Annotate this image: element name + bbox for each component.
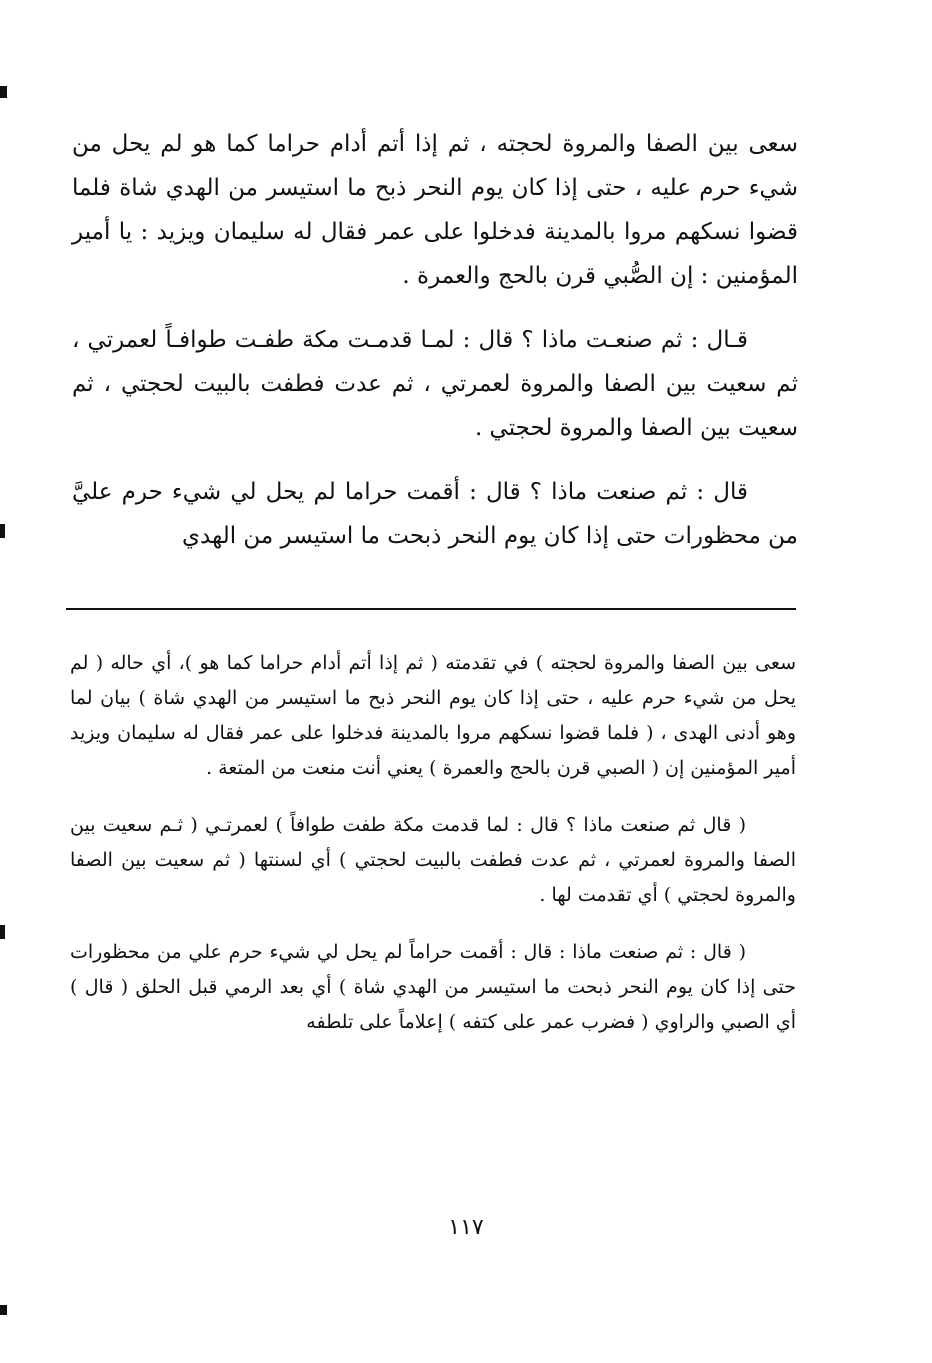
scan-edge-mark xyxy=(0,1305,7,1315)
page-number: ١١٧ xyxy=(448,1215,484,1240)
commentary-paragraph: ( قال : ثم صنعت ماذا : قال : أقمت حراماً لم يحل لي شيء حرم علي من محظورات حتى إذا كان يوم النحر ذبحت ما استيسر من الهدي شاة ) أي بعد الرمي قبل الحلق ( قال ) أي الصبي والراوي ( فضرب عمر على كتفه ) إعلاماً على تلطفه xyxy=(70,941,796,1033)
main-paragraph: قـال : ثم صنعـت ماذا ؟ قال : لمـا قدمـت مكة طفـت طوافـاً لعمرتي ، ثم سعيت بين الصفا والمروة لعمرتي ، ثم عدت فطفت بالبيت لحجتي ، ثم سعيت بين الصفا والمروة لحجتي . xyxy=(72,327,798,441)
main-text xyxy=(72,122,798,558)
commentary-paragraph: سعى بين الصفا والمروة لحجته ) في تقدمته ( ثم إذا أتم أدام حراما كما هو )، أي حاله ( لم يحل من شيء حرم عليه ، حتى إذا كان يوم النحر ذبح ما استيسر من الهدي شاة ) بيان لما وهو أدنى الهدى ، ( فلما قضوا نسكهم مروا بالمدينة فدخلوا على عمر فقال له سليمان ويزيد أمير المؤمنين إن ( الصبي قرن بالحج والعمرة ) يعني أنت منعت من المتعة . xyxy=(70,652,796,779)
main-paragraph: سعى بين الصفا والمروة لحجته ، ثم إذا أتم أدام حراما كما هو لم يحل من شيء حرم عليه ، حتى إذا كان يوم النحر ذبح ما استيسر من الهدي شاة فلما قضوا نسكهم مروا بالمدينة فدخلوا على عمر فقال له سليمان ويزيد : يا أمير المؤمنين : إن الصُّبي قرن بالحج والعمرة . xyxy=(72,131,798,289)
footnote-divider xyxy=(66,608,796,610)
commentary-text xyxy=(70,646,796,1040)
commentary-paragraph: ( قال ثم صنعت ماذا ؟ قال : لما قدمت مكة طفت طوافاً ) لعمرتـي ( ثـم سعيت بين الصفا والمروة لعمرتي ، ثم عدت فطفت بالبيت لحجتي ) أي لسنتها ( ثم سعيت بين الصفا والمروة لحجتي ) أي تقدمت لها . xyxy=(70,814,796,906)
scan-edge-mark xyxy=(0,524,5,538)
scan-edge-mark xyxy=(0,86,7,98)
main-paragraph: قال : ثم صنعت ماذا ؟ قال : أقمت حراما لم يحل لي شيء حرم عليَّ من محظورات حتى إذا كان يوم النحر ذبحت ما استيسر من الهدي xyxy=(72,479,798,549)
scan-edge-mark xyxy=(0,925,5,939)
